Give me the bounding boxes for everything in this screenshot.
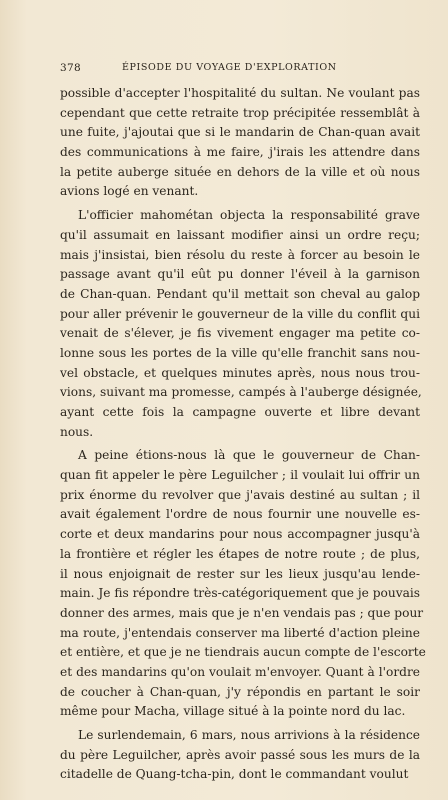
text-line: il nous enjoignait de rester sur les lieux jusqu'au lende- (60, 566, 420, 581)
text-line: pour aller prévenir le gouverneur de la ville du conflit qui (60, 306, 420, 321)
text-line: qu'il assumait en laissant modifier ainsi un ordre reçu; (60, 227, 420, 242)
text-line: A peine étions-nous là que le gouverneur de Chan- (78, 448, 420, 463)
text-line: prix énorme du revolver que j'avais destiné au sultan ; il (60, 487, 420, 502)
page-number: 378 (60, 62, 81, 74)
text-line: de coucher à Chan-quan, j'y répondis en partant le soir (60, 684, 420, 699)
text-line: main. Je fis répondre très-catégoriquement que je pouvais (60, 586, 420, 601)
text-line: ma route, j'entendais conserver ma liberté d'action pleine (60, 625, 420, 640)
text-line: même pour Macha, village situé à la pointe nord du lac. (60, 704, 406, 719)
text-line: L'officier mahométan objecta la responsabilité grave (78, 208, 420, 223)
page-header (60, 62, 420, 80)
text-line: possible d'accepter l'hospitalité du sultan. Ne voulant pas (60, 86, 420, 100)
text-line: mais j'insistai, bien résolu du reste à forcer au besoin le (60, 247, 420, 262)
text-line: vel obstacle, et quelques minutes après, nous nous trou- (60, 365, 420, 380)
text-line: de Chan-quan. Pendant qu'il mettait son cheval au galop (60, 286, 420, 301)
text-line: du père Leguilcher, après avoir passé sous les murs de la (60, 747, 420, 762)
text-line: citadelle de Quang-tcha-pin, dont le commandant voulut (60, 767, 409, 782)
paragraph (60, 206, 420, 442)
paragraph (60, 446, 426, 722)
text-line: donner des armes, mais que je n'en vendais pas ; que pour (60, 605, 424, 620)
text-line: ayant cette fois la campagne ouverte et libre devant (60, 405, 420, 419)
text-line: venait de s'élever, je fis vivement engager ma petite co- (60, 326, 420, 341)
text-line: avait également l'ordre de nous fournir une nouvelle es- (60, 507, 420, 522)
text-line: corte et deux mandarins pour nous accompagner jusqu'à (60, 527, 420, 542)
text-line: et entière, et que je ne tiendrais aucun compte de l'escorte (60, 645, 426, 660)
text-line: la frontière et régler les étapes de notre route ; de plus, (60, 546, 420, 561)
text-line: vions, suivant ma promesse, campés à l'auberge désignée, (60, 385, 422, 400)
paragraph (60, 726, 420, 785)
text-line: lonne sous les portes de la ville qu'elle franchit sans nou- (60, 345, 420, 360)
text-line: cependant que cette retraite trop précipitée ressemblât à (60, 105, 420, 120)
text-line: Le surlendemain, 6 mars, nous arrivions à la résidence (78, 728, 420, 742)
body-text (60, 84, 426, 785)
text-line: avions logé en venant. (60, 184, 199, 199)
text-line: et des mandarins qu'on voulait m'envoyer. Quant à l'ordre (60, 664, 420, 679)
text-line: nous. (60, 424, 94, 439)
text-line: des communications à me faire, j'irais les attendre dans (60, 145, 420, 160)
text-line: une fuite, j'ajoutai que si le mandarin de Chan-quan avait (60, 125, 420, 140)
text-line: la petite auberge située en dehors de la ville et où nous (60, 164, 420, 179)
paragraph (60, 84, 420, 202)
text-line: passage avant qu'il eût pu donner l'éveil à la garnison (60, 267, 420, 282)
running-title: ÉPISODE DU VOYAGE D'EXPLORATION (122, 62, 337, 73)
text-line: quan fit appeler le père Leguilcher ; il voulait lui offrir un (60, 468, 420, 483)
